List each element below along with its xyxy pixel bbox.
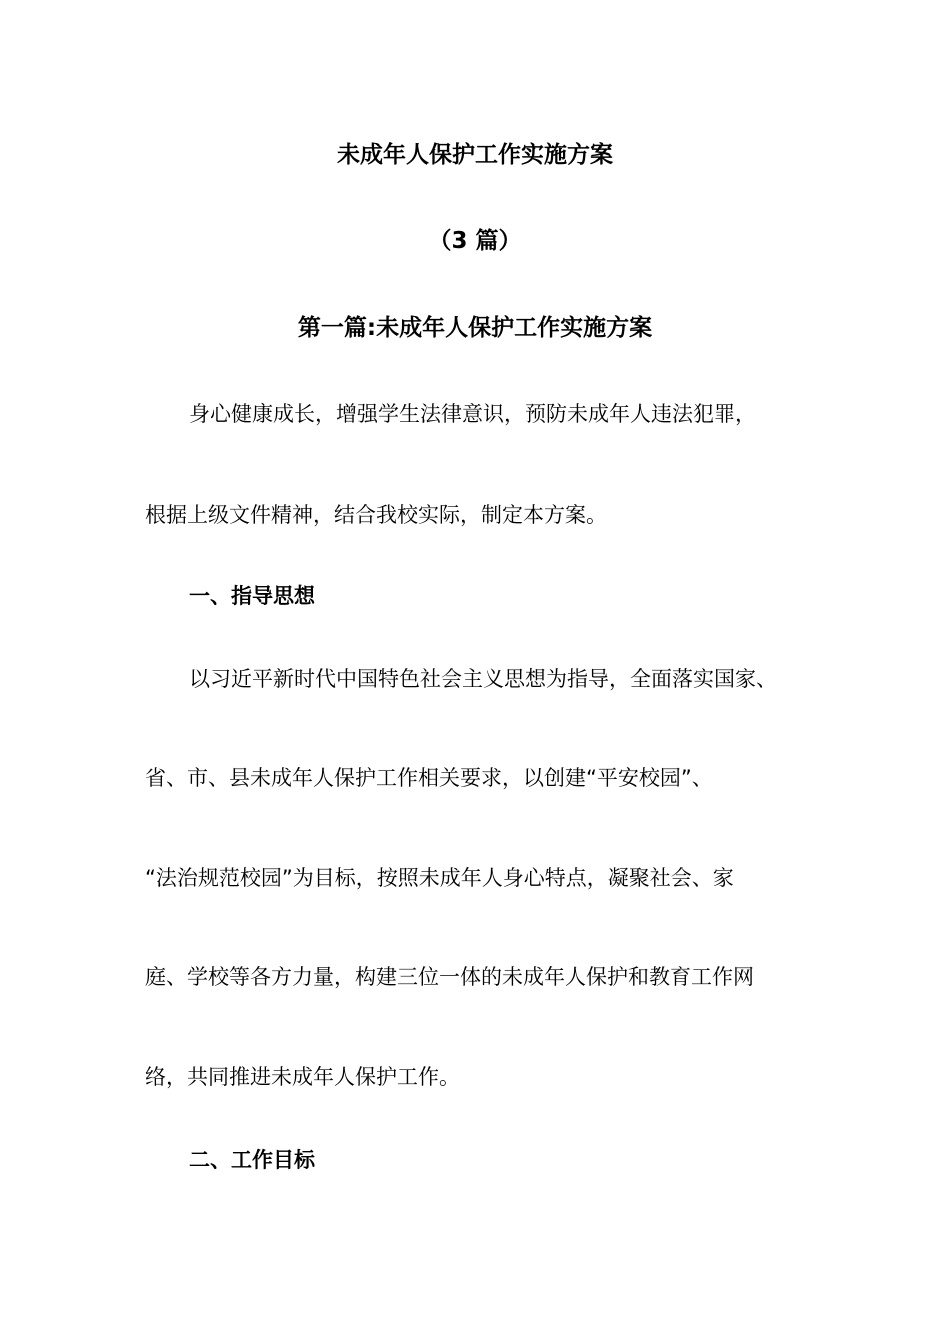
intro-line-1: 身心健康成长，增强学生法律意识，预防未成年人违法犯罪， <box>189 402 756 426</box>
guiding-line-3: “法治规范校园”为目标，按照未成年人身心特点，凝聚社会、家 <box>145 866 734 890</box>
guiding-line-1: 以习近平新时代中国特色社会主义思想为指导，全面落实国家、 <box>189 667 777 691</box>
section-title: 第一篇:未成年人保护工作实施方案 <box>297 315 653 341</box>
heading-guiding-ideology: 一、指导思想 <box>189 584 315 608</box>
guiding-line-5: 络，共同推进未成年人保护工作。 <box>145 1065 460 1089</box>
guiding-line-2: 省、市、县未成年人保护工作相关要求，以创建“平安校园”、 <box>145 766 713 790</box>
guiding-line-4: 庭、学校等各方力量，构建三位一体的未成年人保护和教育工作网 <box>145 965 754 989</box>
heading-work-goals: 二、工作目标 <box>189 1148 315 1172</box>
document-title: 未成年人保护工作实施方案 <box>337 142 613 168</box>
document-subtitle: （3 篇） <box>428 228 522 254</box>
intro-line-2: 根据上级文件精神，结合我校实际，制定本方案。 <box>145 503 607 527</box>
